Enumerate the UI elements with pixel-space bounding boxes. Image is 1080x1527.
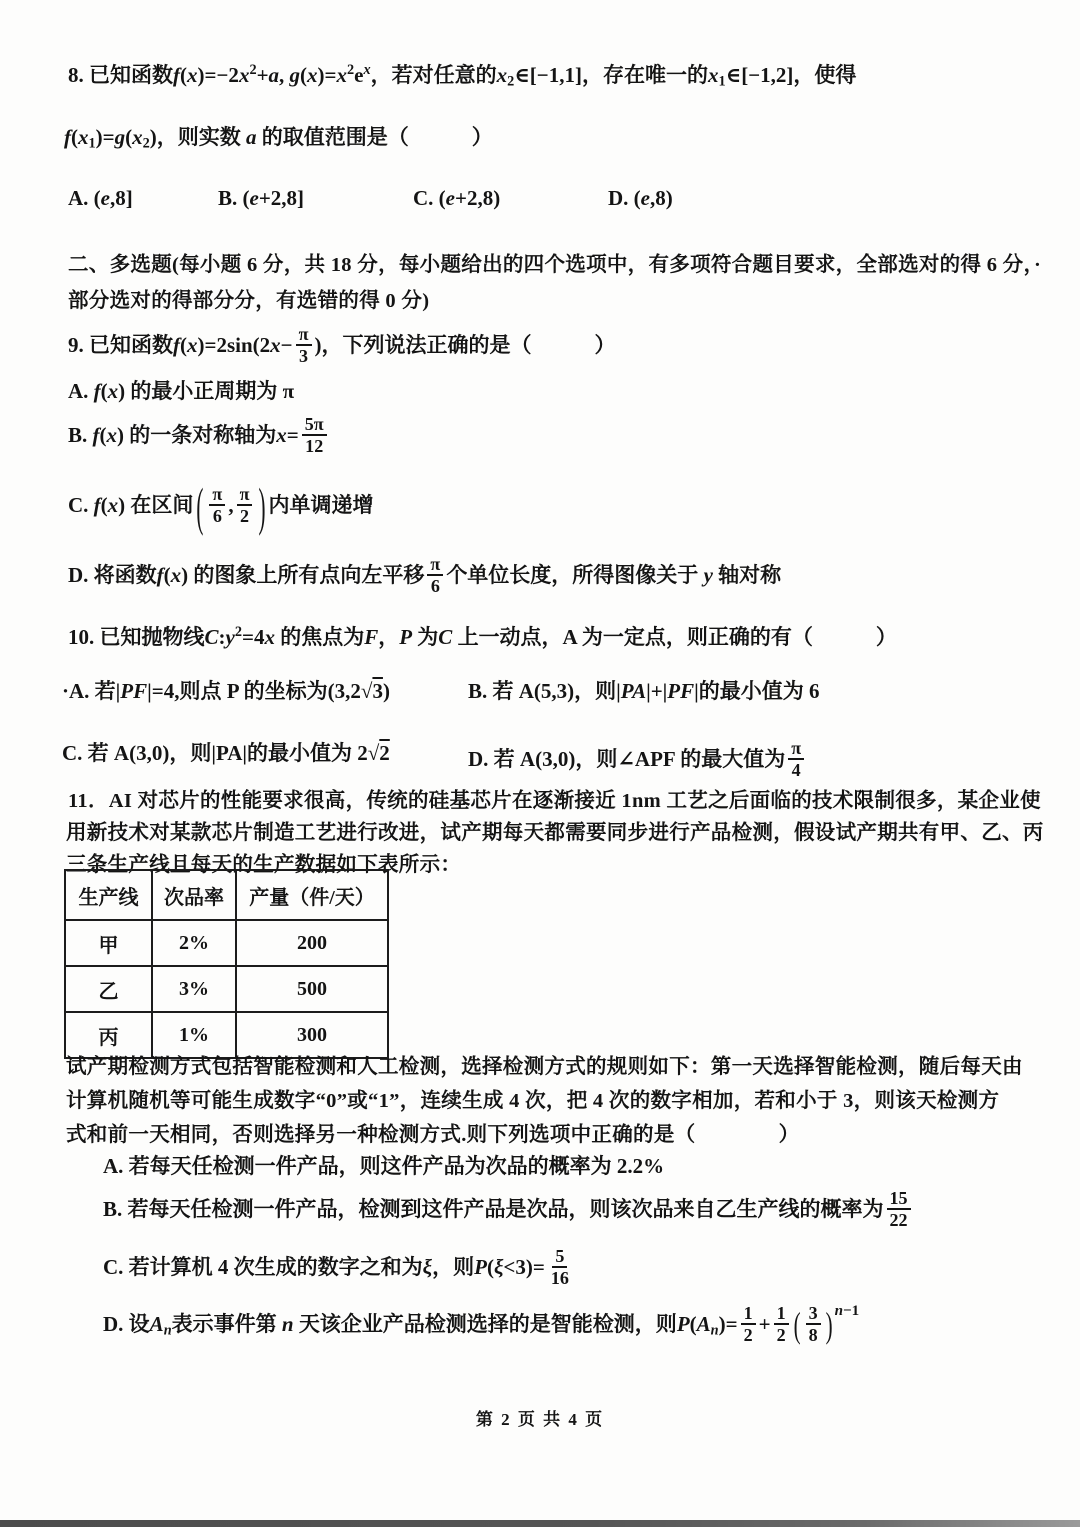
q11-option-b: B. 若每天任检测一件产品，检测到这件产品是次品，则该次品来自乙生产线的概率为 $\frac{15}{22}$ bbox=[103, 1190, 914, 1232]
q10-stem: 10. 已知抛物线$C:y^2=4x$ 的焦点为F，P 为C 上一动点，A 为一定点，则正确的有（ ） bbox=[68, 624, 897, 649]
q10-option-d: D. 若 A(3,0)，则∠APF 的最大值为 $\frac{\pi}{4}$ bbox=[468, 740, 807, 782]
q9-option-c: C. f(x) 在区间 ( $\frac{\pi}{6}$ , $\frac{\pi}{2}$ ) 内单调递增 bbox=[68, 476, 374, 537]
cell-line-name: 乙 bbox=[65, 966, 152, 1012]
q11-intro-line2: 用新技术对某款芯片制造工艺进行改进，试产期每天都需要同步进行产品检测，假设试产期共有甲、乙、丙 bbox=[66, 822, 1044, 844]
production-table bbox=[64, 869, 389, 1059]
q11-rules-line1: 试产期检测方式包括智能检测和人工检测，选择检测方式的规则如下：第一天选择智能检测，随后每天由 bbox=[66, 1056, 1023, 1078]
scan-bottom-edge bbox=[0, 1520, 1080, 1527]
col-header-output: 产量（件/天） bbox=[236, 870, 388, 920]
cell-line-name: 甲 bbox=[65, 920, 152, 966]
q11-intro-line1: 11．AI 对芯片的性能要求很高，传统的硅基芯片在逐渐接近 1nm 工艺之后面临的技术限制很多，某企业使 bbox=[68, 790, 1041, 812]
table-row bbox=[65, 966, 388, 1012]
page-number-footer: 第 2 页 共 4 页 bbox=[475, 1410, 605, 1429]
q10-option-b: B. 若 A(5,3)，则|PA|+|PF|的最小值为 6 bbox=[468, 679, 820, 703]
q8-stem-line2: $f(x_1)=g(x_2)$，则实数 a 的取值范围是（ ） bbox=[64, 125, 493, 152]
q8-option-d: D. (e,8) bbox=[608, 186, 673, 210]
cell-defect-rate: 1% bbox=[152, 1012, 236, 1058]
section2-header-line1: 二、多选题(每小题 6 分，共 18 分，每小题给出的四个选项中，有多项符合题目要求，全部选对的得 6 分，· bbox=[68, 254, 1042, 276]
table-header-row bbox=[65, 870, 388, 920]
q11-option-d: D. 设$A_n$表示事件第 n 天该企业产品检测选择的是智能检测，则$P(A_n)=$ $\frac{1}{2}$ + $\frac{1}{2}$ ( $\frac{3}{8}$ ) $^{n-1}$ bbox=[103, 1302, 860, 1346]
q9-option-d: D. 将函数f(x) 的图象上所有点向左平移 $\frac{\pi}{6}$ 个单位长度，所得图像关于 y 轴对称 bbox=[68, 554, 782, 597]
cell-defect-rate: 2% bbox=[152, 920, 236, 966]
table-row bbox=[65, 1012, 388, 1058]
cell-line-name: 丙 bbox=[65, 1012, 152, 1058]
section2-header-line2: 部分选对的得部分分，有选错的得 0 分) bbox=[68, 290, 430, 312]
cell-defect-rate: 3% bbox=[152, 966, 236, 1012]
q10-option-a: ·A. 若|PF|=4,则点 P 的坐标为(3,2√3) bbox=[62, 679, 390, 703]
q9-option-a: A. f(x) 的最小正周期为 π bbox=[68, 379, 295, 403]
q11-rules-line3: 式和前一天相同，否则选择另一种检测方式.则下列选项中正确的是（ ） bbox=[66, 1124, 800, 1146]
q11-option-a: A. 若每天任检测一件产品，则这件产品为次品的概率为 2.2% bbox=[103, 1154, 665, 1178]
cell-output: 300 bbox=[236, 1012, 388, 1058]
q10-option-c: C. 若 A(3,0)，则|PA|的最小值为 2√2 bbox=[62, 741, 390, 765]
q8-option-c: C. (e+2,8) bbox=[413, 186, 501, 210]
q8-option-a: A. (e,8] bbox=[68, 186, 133, 210]
q11-option-c: C. 若计算机 4 次生成的数字之和为ξ，则P(ξ<3)= $\frac{5}{16}$ bbox=[103, 1246, 569, 1289]
cell-output: 500 bbox=[236, 966, 388, 1012]
col-header-production-line: 生产线 bbox=[65, 870, 152, 920]
q8-option-b: B. (e+2,8] bbox=[218, 186, 305, 210]
q11-intro-line3: 三条生产线且每天的生产数据如下表所示： bbox=[66, 854, 462, 876]
q9-option-b: B. f(x) 的一条对称轴为x= $\frac{5\pi}{12}$ bbox=[68, 416, 330, 458]
q9-stem: 9. 已知函数f(x)=2sin(2x− $\frac{\pi}{3}$ )，下列说法正确的是（ ） bbox=[68, 324, 616, 367]
col-header-defect-rate: 次品率 bbox=[152, 870, 236, 920]
q8-stem-line1: 8. 已知函数$f(x)=-2x^2+a$, $g(x)=x^2e^x$，若对任意的$x_2\in[-1,1]$，存在唯一的$x_1\in[-1,2]$，使得 bbox=[68, 62, 857, 90]
cell-output: 200 bbox=[236, 920, 388, 966]
table-row bbox=[65, 920, 388, 966]
q11-rules-line2: 计算机随机等可能生成数字“0”或“1”，连续生成 4 次，把 4 次的数字相加，若和小于 3，则该天检测方 bbox=[66, 1090, 1000, 1112]
